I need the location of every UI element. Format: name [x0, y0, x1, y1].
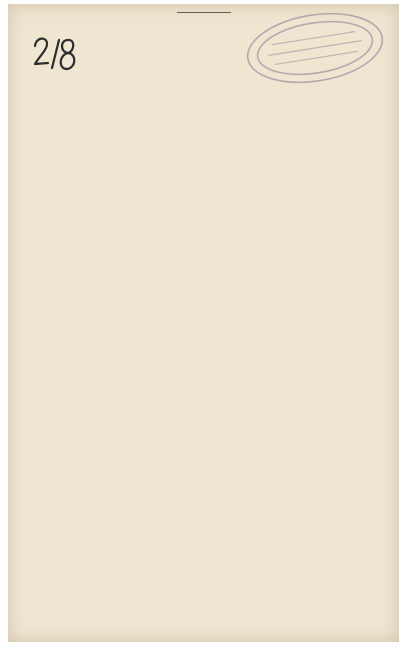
- end-divider: [177, 12, 231, 13]
- library-stamp: [240, 6, 390, 94]
- book-page: [8, 4, 399, 642]
- handwritten-note: [32, 34, 78, 78]
